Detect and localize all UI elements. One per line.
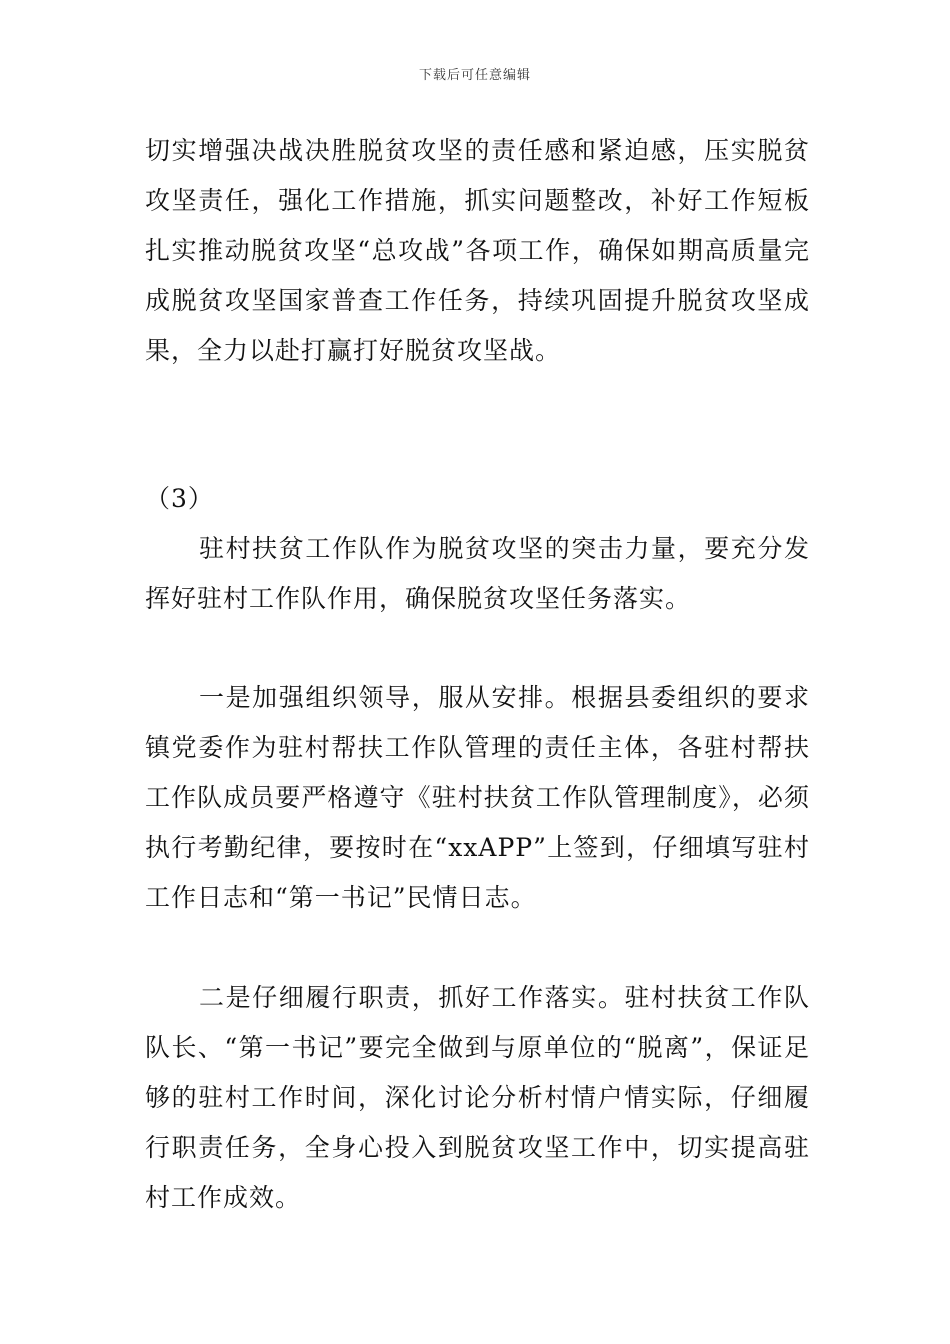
section-label: （3）	[145, 484, 214, 513]
paragraph-4: 二是仔细履行职责，抓好工作落实。驻村扶贫工作队队长、“第一书记”要完全做到与原单位的“脱离”，保证足够的驻村工作时间，深化讨论分析村情户情实际，仔细履行职责任务，全身心投入到脱贫攻坚工作中，切实提高驻村工作成效。	[145, 983, 810, 1212]
paragraph-2: 驻村扶贫工作队作为脱贫攻坚的突击力量，要充分发挥好驻村工作队作用，确保脱贫攻坚任务落实。	[145, 534, 810, 613]
paragraph-3: 一是加强组织领导，服从安排。根据县委组织的要求镇党委作为驻村帮扶工作队管理的责任主体，各驻村帮扶工作队成员要严格遵守《驻村扶贫工作队管理制度》，必须执行考勤纪律，要按时在“xxAPP”上签到，仔细填写驻村工作日志和“第一书记”民情日志。	[145, 683, 810, 912]
paragraph-1: 切实增强决战决胜脱贫攻坚的责任感和紧迫感，压实脱贫攻坚责任，强化工作措施，抓实问题整改，补好工作短板扎实推动脱贫攻坚“总攻战”各项工作，确保如期高质量完成脱贫攻坚国家普查工作任务，持续巩固提升脱贫攻坚成果，全力以赴打赢打好脱贫攻坚战。	[145, 136, 810, 365]
page-header: 下载后可任意编辑	[418, 68, 531, 83]
